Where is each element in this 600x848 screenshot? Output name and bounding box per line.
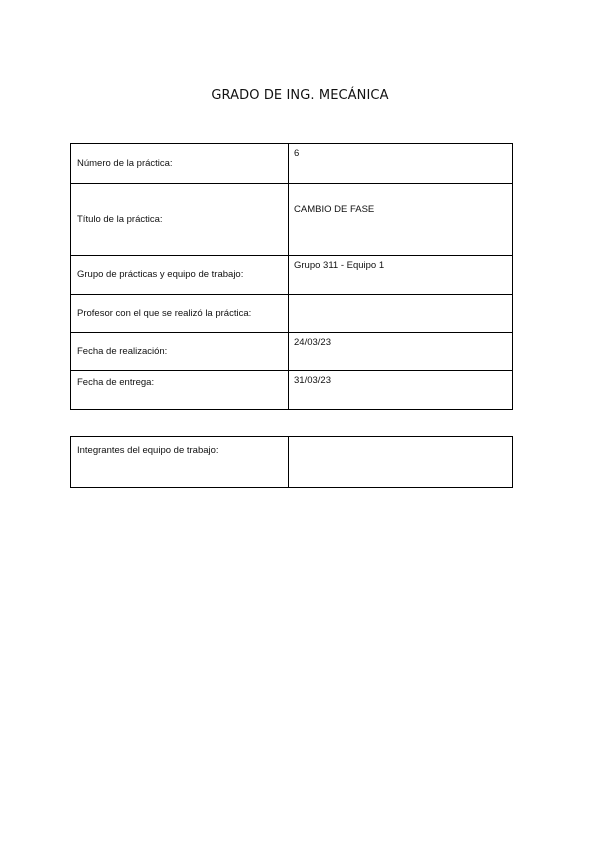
delivery-date-label: Fecha de entrega:: [71, 371, 289, 410]
table-row: [71, 437, 513, 488]
practice-group-label: Grupo de prácticas y equipo de trabajo:: [71, 256, 289, 295]
table-row: [71, 371, 513, 410]
table-row: [71, 256, 513, 295]
table-row: [71, 144, 513, 184]
realization-date-label: Fecha de realización:: [71, 333, 289, 371]
table-row: [71, 184, 513, 256]
practice-title-value: CAMBIO DE FASE: [289, 184, 513, 256]
professor-label: Profesor con el que se realizó la práctica:: [71, 295, 289, 333]
practice-group-value: Grupo 311 - Equipo 1: [289, 256, 513, 295]
table-row: [71, 333, 513, 371]
practice-title-label: Título de la práctica:: [71, 184, 289, 256]
team-members-table: [70, 436, 513, 488]
professor-value: [289, 295, 513, 333]
realization-date-value: 24/03/23: [289, 333, 513, 371]
practice-number-label: Número de la práctica:: [71, 144, 289, 184]
team-members-value: [289, 437, 513, 488]
table-row: [71, 295, 513, 333]
practice-info-table: [70, 143, 513, 410]
delivery-date-value: 31/03/23: [289, 371, 513, 410]
team-members-label: Integrantes del equipo de trabajo:: [71, 437, 289, 488]
page-title: GRADO DE ING. MECÁNICA: [211, 88, 389, 103]
practice-number-value: 6: [289, 144, 513, 184]
